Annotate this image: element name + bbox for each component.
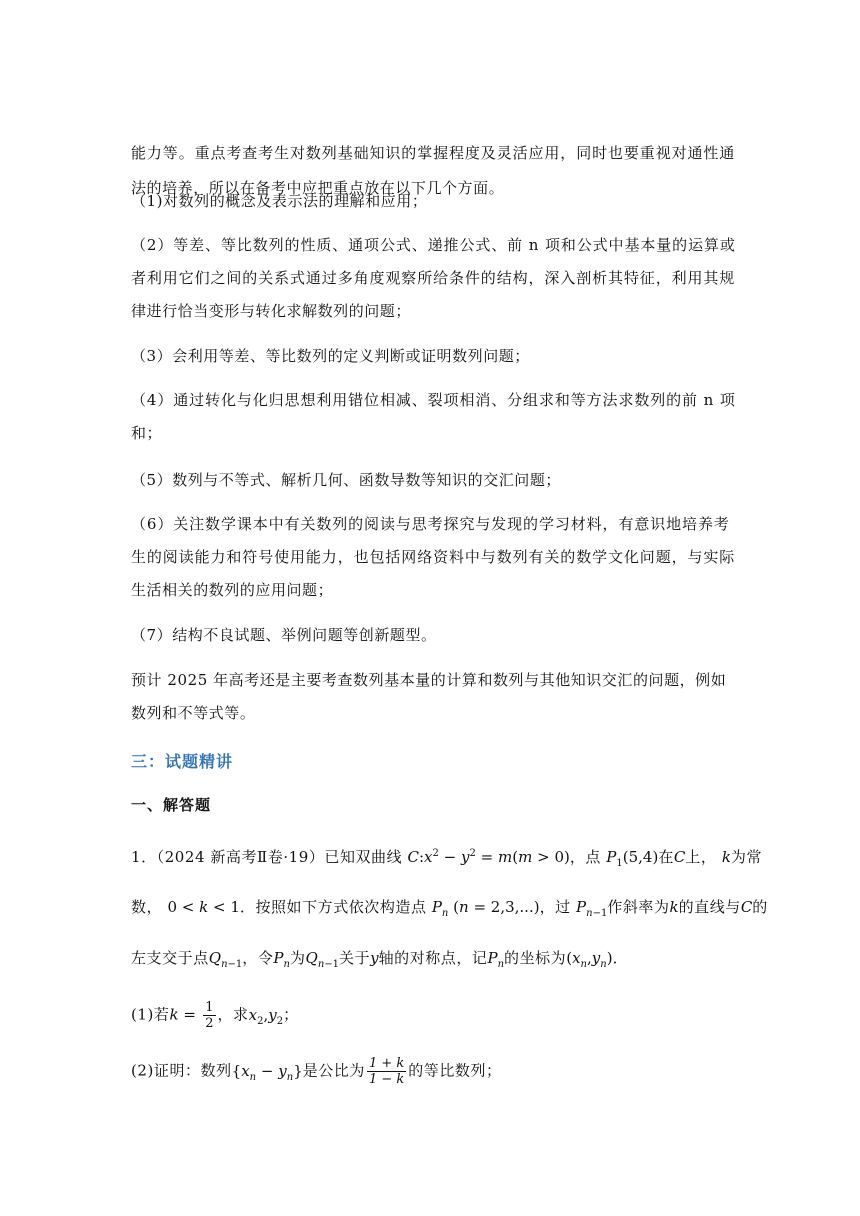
problem-source: （2024 新高考Ⅱ卷·19） <box>156 848 325 866</box>
problem-line-2 <box>131 897 768 917</box>
point-pn: $P_n$ (n = 2,3,...) <box>431 898 540 919</box>
problem-text: ，令 <box>242 949 274 967</box>
problem-part-2 <box>131 1056 502 1087</box>
fraction-ratio <box>367 1056 406 1087</box>
problem-text: ，点 <box>569 848 601 866</box>
paragraph-line: 能力等。重点考查考生对数列基础知识的掌握程度及灵活应用，同时也要重视对通性通 <box>131 144 736 162</box>
problem-text: 轴的对称点，记 <box>378 949 488 967</box>
list-item-6: （6）关注数学课本中有关数列的阅读与思考探究与发现的学习材料，有意识地培养考 <box>131 515 730 533</box>
fraction-one-half <box>203 1000 215 1031</box>
problem-text: 数， <box>131 898 163 916</box>
fraction-numerator: 1 <box>205 1000 214 1015</box>
point-pn-1: $P_{n-1}$ <box>576 898 608 919</box>
problem-text: ； <box>283 1005 299 1024</box>
list-item-4: （4）通过转化与化归思想利用错位相减、裂项相消、分组求和等方法求数列的前 n 项 <box>131 391 736 409</box>
problem-text: 的坐标为 <box>504 949 567 967</box>
fraction-numerator: 1 + k <box>368 1056 405 1071</box>
problem-text: 的等比数列； <box>408 1061 502 1080</box>
list-item-2-cont: 者利用它们之间的关系式通过多角度观察所给条件的结构，深入剖析其特征，利用其规 <box>131 269 736 287</box>
problem-part-1 <box>131 1000 299 1031</box>
list-item-7: （7）结构不良试题、举例问题等创新题型。 <box>131 626 437 644</box>
problem-text: 为常 <box>730 848 763 866</box>
problem-text: 已知双曲线 <box>324 848 403 866</box>
problem-line-3 <box>131 948 628 968</box>
section-heading: 三：试题精讲 <box>131 752 234 771</box>
paragraph-line: 法的培养，所以在备考中应把重点放在以下几个方面。 <box>131 179 505 197</box>
k-range: 0 < k < 1 <box>167 898 240 916</box>
symbol-k: k <box>669 898 679 916</box>
list-item-3: （3）会利用等差、等比数列的定义判断或证明数列问题； <box>131 347 530 365</box>
problem-text: 作斜率为 <box>607 898 670 916</box>
problem-text: ，求 <box>217 1005 249 1024</box>
problem-text: ，过 <box>539 898 571 916</box>
point-pn: $P_n$ <box>273 949 290 970</box>
problem-text: 是公比为 <box>302 1061 365 1080</box>
point-qn-1: $Q_{n-1}$ <box>208 949 243 970</box>
problem-text: 的 <box>752 898 768 916</box>
problem-text: 在 <box>658 848 674 866</box>
problem-text: 上， <box>685 848 717 866</box>
problem-text: 为 <box>289 949 306 967</box>
fraction-denominator: 1 − k <box>368 1072 405 1087</box>
fraction-denominator: 2 <box>205 1016 214 1031</box>
problem-text: 左支交于点 <box>131 949 209 967</box>
paragraph-line: 数列和不等式等。 <box>131 704 256 722</box>
list-item-4-cont: 和； <box>131 424 163 442</box>
paragraph-line: 预计 2025 年高考还是主要考查数列基本量的计算和数列与其他知识交汇的问题，例如 <box>131 671 727 689</box>
coord-xn-yn: $(x_n,y_n)$ <box>566 949 613 970</box>
list-item-6-cont: 生的阅读能力和符号使用能力，也包括网络资料中与数列有关的数学文化问题，与实际 <box>131 548 736 566</box>
sequence-xn-yn: $\{x_n - y_n\}$ <box>231 1061 303 1083</box>
problem-text: ． <box>612 949 629 967</box>
point-qn-1: $Q_{n-1}$ <box>305 949 340 970</box>
point-pn: $P_n$ <box>487 949 505 970</box>
symbol-c: C <box>673 848 686 866</box>
problem-line-1 <box>131 847 762 867</box>
point-p1: $P_1(5,4)$ <box>606 848 659 869</box>
list-item-2: （2）等差、等比数列的性质、通项公式、递推公式、前 n 项和公式中基本量的运算或 <box>131 236 736 254</box>
symbol-k: k = <box>169 1005 196 1024</box>
problem-text: (2)证明：数列 <box>131 1061 232 1080</box>
hyperbola-equation: $C:x^2 - y^2 = m(m > 0)$ <box>407 848 570 866</box>
symbol-y: y <box>370 949 379 967</box>
list-item-6-cont: 生活相关的数列的应用问题； <box>131 581 334 599</box>
problem-number: 1． <box>131 848 157 866</box>
problem-text: 的直线与 <box>678 898 741 916</box>
list-item-5: （5）数列与不等式、解析几何、函数导数等知识的交汇问题； <box>131 471 561 489</box>
list-item-2-cont: 律进行恰当变形与转化求解数列的问题； <box>131 302 411 320</box>
symbol-k: k <box>721 848 731 866</box>
symbol-c: C <box>740 898 753 916</box>
subsection-heading: 一、解答题 <box>131 796 212 814</box>
problem-text: (1)若 <box>131 1005 170 1024</box>
x2-y2: $x_2,y_2$ <box>248 1005 284 1027</box>
problem-text: 关于 <box>339 949 371 967</box>
list-item-1: （1)对数列的概念及表示法的理解和应用； <box>131 192 428 210</box>
problem-text: ．按照如下方式依次构造点 <box>239 898 427 916</box>
